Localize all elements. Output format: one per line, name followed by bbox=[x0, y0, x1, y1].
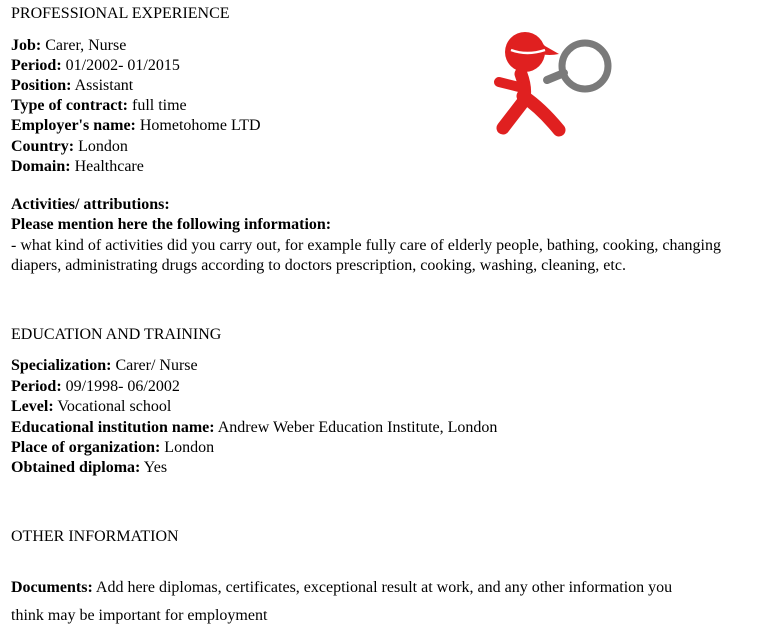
diploma-label: Obtained diploma: bbox=[11, 459, 141, 476]
employer-field bbox=[11, 116, 261, 136]
employer-value: Hometohome LTD bbox=[135, 117, 261, 134]
edu-period-field bbox=[11, 377, 180, 397]
level-value: Vocational school bbox=[53, 398, 172, 415]
country-value: London bbox=[74, 138, 128, 155]
specialization-field bbox=[11, 356, 198, 376]
activities-description: - what kind of activities did you carry out, for example fully care of elderly people, bathing, cooking, changing diapers, administrating drugs according to doctors prescription, cooking, washing, cleaning, etc. bbox=[11, 237, 721, 274]
documents-text-1: Add here diplomas, certificates, exceptional result at work, and any other information you bbox=[92, 579, 673, 596]
activities-prompt bbox=[11, 215, 331, 235]
level-label: Level: bbox=[11, 398, 54, 415]
contract-type-field bbox=[11, 96, 187, 116]
employer-label: Employer's name: bbox=[11, 117, 136, 134]
specialization-value: Carer/ Nurse bbox=[111, 357, 198, 374]
job-value: Carer, Nurse bbox=[41, 37, 127, 54]
contract-type-value: full time bbox=[128, 97, 187, 114]
organization-place-field bbox=[11, 438, 214, 458]
position-value: Assistant bbox=[71, 77, 134, 94]
professional-experience-heading: PROFESSIONAL EXPERIENCE bbox=[11, 5, 230, 22]
other-information-heading: OTHER INFORMATION bbox=[11, 528, 179, 545]
documents-line-1 bbox=[11, 578, 672, 598]
country-field bbox=[11, 137, 128, 157]
edu-period-value: 09/1998- 06/2002 bbox=[61, 378, 180, 395]
institution-field bbox=[11, 418, 497, 438]
carer-with-magnifier-logo bbox=[489, 28, 619, 138]
organization-place-label: Place of organization: bbox=[11, 439, 161, 456]
level-field bbox=[11, 397, 171, 417]
edu-period-label: Period: bbox=[11, 378, 62, 395]
contract-type-label: Type of contract: bbox=[11, 97, 128, 114]
magnifier-lens bbox=[562, 43, 608, 89]
domain-label: Domain: bbox=[11, 158, 71, 175]
activities-heading bbox=[11, 195, 170, 215]
period-field bbox=[11, 56, 180, 76]
institution-label: Educational institution name: bbox=[11, 419, 215, 436]
documents-line-2: think may be important for employment bbox=[11, 607, 268, 624]
activities-prompt-text: Please mention here the following information: bbox=[11, 216, 332, 233]
magnifier-handle bbox=[547, 73, 564, 80]
organization-place-value: London bbox=[160, 439, 215, 456]
diploma-value: Yes bbox=[140, 459, 168, 476]
logo-body-right bbox=[523, 96, 559, 130]
education-heading: EDUCATION AND TRAINING bbox=[11, 326, 222, 343]
specialization-label: Specialization: bbox=[11, 357, 112, 374]
position-label: Position: bbox=[11, 77, 72, 94]
documents-label: Documents: bbox=[11, 579, 93, 596]
period-label: Period: bbox=[11, 57, 62, 74]
job-label: Job: bbox=[11, 37, 42, 54]
job-field bbox=[11, 36, 126, 56]
position-field bbox=[11, 76, 133, 96]
activities-heading-text: Activities/ attributions: bbox=[11, 196, 170, 213]
domain-field bbox=[11, 157, 144, 177]
domain-value: Healthcare bbox=[70, 158, 144, 175]
logo-arm bbox=[499, 82, 523, 88]
period-value: 01/2002- 01/2015 bbox=[61, 57, 180, 74]
country-label: Country: bbox=[11, 138, 75, 155]
institution-value: Andrew Weber Education Institute, London bbox=[214, 419, 498, 436]
diploma-field bbox=[11, 458, 167, 478]
